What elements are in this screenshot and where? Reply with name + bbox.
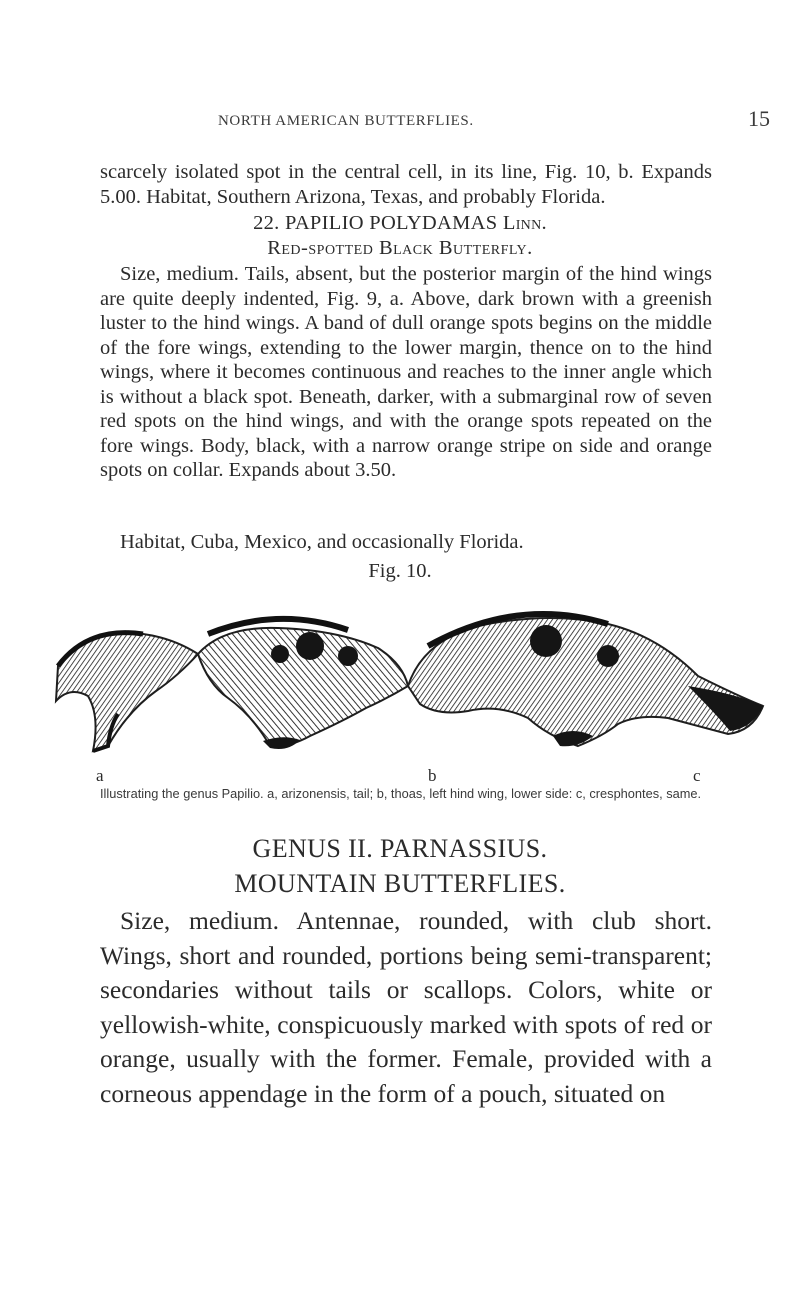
species-description: Size, medium. Tails, absent, but the posterior margin of the hind wings are quite deeply indented, Fig. 9, a. Above, dark brown with a greenish luster to the hind wings. A band of dull orange spots begins on the middle of the fore wings, extending to the lower margin, thence on to the hind wings, where it becomes continuous and reaches to the inner angle which is without a black spot. Beneath, darker, with a submarginal row of seven red spots on the hind wings, and with the orange spots repeated on the fore wings. Body, black, with a narrow orange stripe on side and orange spots on collar. Expands about 3.50. [100, 263, 712, 481]
genus-subtitle: MOUNTAIN BUTTERFLIES. [234, 869, 566, 898]
wing-a-tail [56, 633, 198, 751]
figure-label: Fig. 10. [368, 560, 432, 582]
species-title [0, 212, 800, 235]
running-head: NORTH AMERICAN BUTTERFLIES. [218, 113, 474, 129]
intro-paragraph: scarcely isolated spot in the central cell, in its line, Fig. 10, b. Expands 5.00. Habitat, Southern Arizona, Texas, and probably Florida. [100, 161, 712, 208]
species-author: Linn. [502, 212, 547, 234]
figure-letter-b: b [428, 766, 437, 785]
wing-c-cresphontes [408, 614, 763, 746]
wing-b-thoas [198, 619, 408, 749]
figure-letter-a: a [96, 766, 104, 785]
genus-description: Size, medium. Antennae, rounded, with club short. Wings, short and rounded, portions being semi-transparent; secondaries without tails or scallops. Colors, white or yellowish-white, conspicuously marked with spots of red or orange, usually with the former. Female, provided with a corneous appendage in the form of a pouch, situated on [100, 906, 712, 1108]
figure-caption: Illustrating the genus Papilio. a, arizonensis, tail; b, thoas, left hind wing, lower side: c, cresphontes, same. [100, 786, 702, 801]
butterfly-wing-illustration [48, 586, 772, 756]
species-number-title: 22. PAPILIO POLYDAMAS [253, 212, 503, 234]
figure-letter-c: c [693, 766, 701, 785]
species-common-name: Red-spotted Black Butterfly. [267, 237, 533, 259]
page-number: 15 [748, 106, 770, 131]
species-habitat: Habitat, Cuba, Mexico, and occasionally Florida. [120, 531, 524, 553]
genus-title: GENUS II. PARNASSIUS. [252, 834, 548, 863]
